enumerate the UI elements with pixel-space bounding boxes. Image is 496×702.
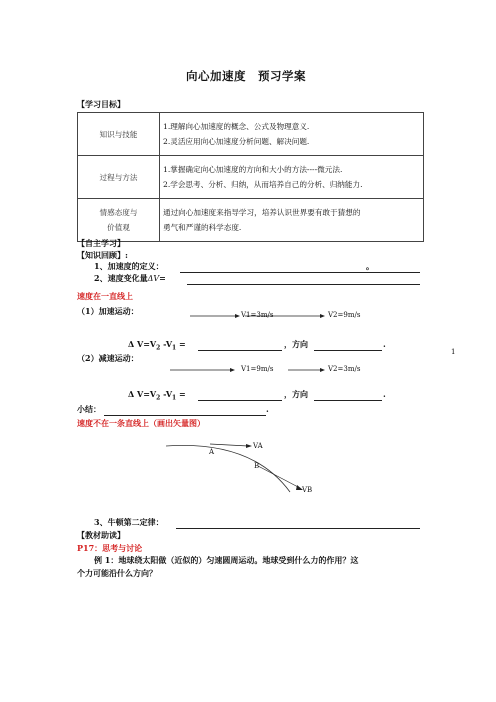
summary-end: . bbox=[266, 404, 269, 414]
equals-sign: = bbox=[159, 273, 166, 283]
answer-line-accel-direction[interactable] bbox=[314, 350, 382, 351]
goal-category-line: 情感态度与 bbox=[99, 208, 138, 217]
answer-line-summary[interactable] bbox=[104, 415, 266, 416]
answer-line-decel-direction[interactable] bbox=[314, 400, 382, 401]
formula-text: -V bbox=[160, 389, 173, 399]
textbook-header: 【教材助读】 bbox=[77, 530, 125, 540]
subscript: 1 bbox=[172, 394, 177, 402]
goal-item: 1.理解向心加速度的概念、公式及物理意义. bbox=[163, 122, 310, 131]
formula-text: = bbox=[176, 339, 186, 349]
formula-text: = bbox=[176, 389, 186, 399]
same-line-heading: 速度在一直线上 bbox=[77, 291, 133, 301]
goal-item: 1.掌握确定向心加速度的方向和大小的方法----微元法. bbox=[163, 165, 343, 174]
label-va: VA bbox=[253, 442, 263, 450]
label-b: B bbox=[254, 462, 260, 470]
not-same-line-heading: 速度不在一条直线上（画出矢量图） bbox=[77, 418, 205, 428]
period: . bbox=[383, 339, 386, 349]
trajectory-curve bbox=[166, 445, 290, 492]
goal-category: 过程与方法 bbox=[78, 156, 160, 199]
v1-arrowhead-icon bbox=[230, 368, 235, 372]
accel-vector-diagram bbox=[190, 306, 430, 326]
label-a: A bbox=[209, 448, 215, 456]
goal-category-line: 价值观 bbox=[107, 223, 130, 232]
goal-item: 勇气和严谨的科学态度. bbox=[163, 223, 242, 232]
decel-v1-label: V1=9m/s bbox=[241, 365, 274, 373]
goal-category: 知识与技能 bbox=[78, 113, 160, 156]
learning-goals-header: 【学习目标】 bbox=[77, 99, 125, 109]
decel-delta-formula bbox=[128, 389, 186, 402]
goal-row-attitude bbox=[78, 199, 424, 242]
answer-line-q3[interactable] bbox=[176, 528, 420, 529]
goal-row-process bbox=[78, 156, 424, 199]
formula-text: Δ V=V bbox=[128, 339, 157, 349]
va-arrowhead-icon bbox=[246, 444, 252, 448]
subscript: 2 bbox=[156, 394, 161, 402]
vb-vector bbox=[258, 466, 300, 488]
question-1-end: 。 bbox=[366, 261, 374, 271]
answer-line-q2[interactable] bbox=[187, 284, 420, 285]
goal-category bbox=[78, 199, 160, 242]
curved-motion-diagram bbox=[160, 440, 340, 500]
example-1-line1: 例 1：地球绕太阳做（近似的）匀速圆周运动。地球受到什么力的作用？这 bbox=[94, 555, 359, 565]
goal-item: 2.灵活应用向心加速度分析问题、解决问题. bbox=[163, 137, 310, 146]
margin-mark: 1 bbox=[451, 348, 456, 356]
decel-vector-diagram bbox=[170, 360, 410, 380]
accel-v1-label: V1=3m/s bbox=[241, 311, 274, 319]
answer-line-decel-delta[interactable] bbox=[198, 400, 282, 401]
answer-line-accel-delta[interactable] bbox=[198, 350, 282, 351]
accel-delta-formula bbox=[128, 339, 186, 352]
delta-v-symbol: ΔV bbox=[147, 274, 160, 283]
accel-motion-label: （1）加速运动： bbox=[77, 306, 139, 316]
question-1-label: 1、加速度的定义： bbox=[94, 261, 164, 271]
summary-label: 小结： bbox=[77, 404, 101, 414]
answer-line-q1[interactable] bbox=[180, 272, 420, 273]
self-study-header: 【自主学习】 bbox=[77, 238, 125, 248]
direction-label: ，方向 bbox=[284, 389, 308, 399]
question-3-label: 3、牛顿第二定律： bbox=[94, 517, 164, 527]
v1-arrowhead-icon bbox=[235, 314, 240, 318]
subscript: 2 bbox=[156, 344, 161, 352]
v2-arrowhead-icon bbox=[320, 368, 325, 372]
formula-text: -V bbox=[160, 339, 173, 349]
goal-item: 2.学会思考、分析、归纳，从而培养自己的分析、归纳能力. bbox=[163, 180, 363, 189]
p17-heading: P17：思考与讨论 bbox=[77, 543, 143, 553]
question-2-label bbox=[94, 273, 166, 284]
v2-arrowhead-icon bbox=[320, 314, 325, 318]
formula-text: Δ V=V bbox=[128, 389, 157, 399]
goal-items bbox=[160, 199, 424, 242]
period: . bbox=[383, 389, 386, 399]
goal-items bbox=[160, 156, 424, 199]
goal-row-knowledge bbox=[78, 113, 424, 156]
question-2-text: 2、速度变化量 bbox=[94, 273, 148, 283]
page-title: 向心加速度 预习学案 bbox=[186, 69, 306, 83]
learning-goals-table bbox=[77, 112, 424, 242]
goal-item: 通过向心加速度来指导学习，培养认识世界要有敢于猜想的 bbox=[163, 208, 361, 217]
example-1-line2: 个力可能沿什么方向？ bbox=[77, 568, 157, 578]
direction-label: ，方向 bbox=[284, 339, 308, 349]
decel-motion-label: （2）减速运动： bbox=[77, 353, 139, 363]
decel-v2-label: V2=3m/s bbox=[328, 365, 361, 373]
knowledge-review-header: 【知识回顾】: bbox=[77, 250, 128, 260]
goal-items bbox=[160, 113, 424, 156]
label-vb: VB bbox=[302, 486, 313, 494]
accel-v2-label: V2=9m/s bbox=[328, 311, 361, 319]
va-vector bbox=[210, 444, 248, 446]
subscript: 1 bbox=[172, 344, 177, 352]
